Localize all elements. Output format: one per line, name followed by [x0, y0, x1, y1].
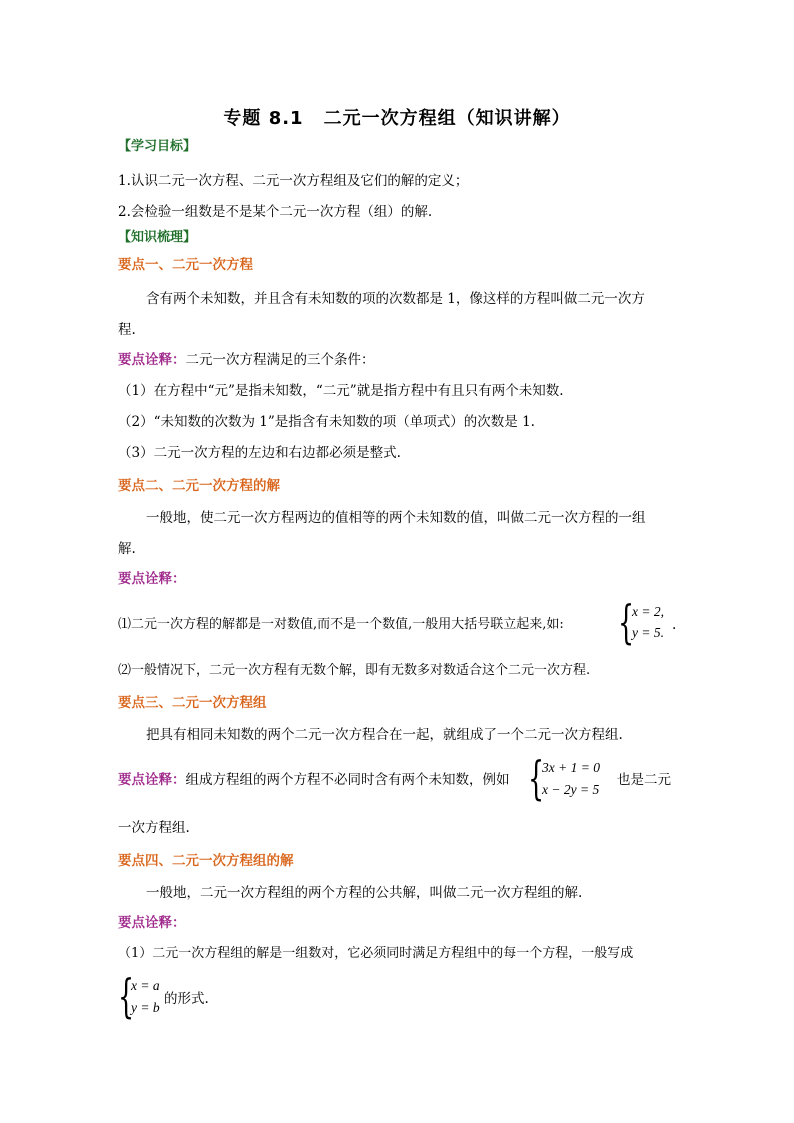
title-prefix: 专题 8.1: [223, 108, 304, 129]
point2-note2: ⑵一般情况下，二元一次方程有无数个解，即有无数多对数适合这个二元一次方程.: [118, 663, 591, 678]
point2-eq2: y = 5.: [632, 625, 664, 640]
point3-note-text: 组成方程组的两个方程不必同时含有两个未知数，例如: [185, 772, 510, 788]
point1-condition-3: （3）二元一次方程的左边和右边都必须是整式.: [118, 445, 401, 461]
point1-note: [118, 350, 375, 370]
point4-definition: 一般地，二元一次方程组的两个方程的公共解，叫做二元一次方程组的解.: [146, 885, 583, 901]
point4-eq1: x = a: [131, 978, 160, 993]
point1-definition-line1: 含有两个未知数，并且含有未知数的项的次数都是 1，像这样的方程叫做二元一次方: [146, 291, 645, 307]
point4-heading: 要点四、二元一次方程组的解: [118, 853, 294, 869]
point4-note1-text: （1）二元一次方程组的解是一组数对，它必须同时满足方程组中的每一个方程，一般写成: [118, 946, 634, 961]
point1-heading: 要点一、二元一次方程: [118, 257, 253, 273]
knowledge-heading: 【知识梳理】: [118, 230, 197, 245]
point1-note-text: 二元一次方程满足的三个条件：: [185, 352, 375, 368]
point3-note-line2: 一次方程组.: [118, 820, 190, 836]
point2-note1-end: .: [672, 617, 677, 633]
left-brace-icon: {: [528, 751, 545, 805]
title-main: 二元一次方程组（知识讲解）: [323, 108, 571, 129]
point1-note-label: 要点诠释：: [118, 352, 186, 368]
point1-condition-2: （2）“未知数的次数为 1”是指含有未知数的项（单项式）的次数是 1.: [118, 414, 535, 430]
point1-definition-line2: 程.: [118, 322, 136, 338]
point3-definition: 把具有相同未知数的两个二元一次方程合在一起，就组成了一个二元一次方程组.: [146, 727, 623, 743]
left-brace-icon: {: [118, 969, 135, 1023]
point4-note1-end: 的形式.: [164, 991, 209, 1007]
point2-note1-text: ⑴二元一次方程的解都是一对数值,而不是一个数值,一般用大括号联立起来,如:: [118, 617, 564, 632]
point3-eq2: x − 2y = 5: [542, 782, 600, 797]
point2-note-label: 要点诠释：: [118, 571, 186, 587]
point3-eq1: 3x + 1 = 0: [542, 760, 600, 775]
learning-goals-heading: 【学习目标】: [118, 139, 197, 154]
point3-note-label: 要点诠释：: [118, 772, 186, 788]
left-brace-icon: {: [618, 595, 635, 649]
point2-definition-line1: 一般地，使二元一次方程两边的值相等的两个未知数的值，叫做二元一次方程的一组: [146, 510, 646, 526]
learning-goal-2: 2.会检验一组数是不是某个二元一次方程（组）的解.: [118, 204, 433, 220]
point3-heading: 要点三、二元一次方程组: [118, 695, 267, 711]
page-title: [0, 104, 794, 130]
point4-eq2: y = b: [131, 1000, 160, 1015]
point2-heading: 要点二、二元一次方程的解: [118, 478, 280, 494]
point2-definition-line2: 解.: [118, 541, 136, 557]
point4-note-label: 要点诠释：: [118, 915, 186, 931]
learning-goal-1: 1.认识二元一次方程、二元一次方程组及它们的解的定义；: [118, 173, 469, 189]
point2-eq1: x = 2,: [632, 604, 664, 619]
point3-note: [118, 770, 510, 790]
point1-condition-1: （1）在方程中“元”是指未知数，“二元”就是指方程中有且只有两个未知数.: [118, 383, 564, 399]
point3-note-after: 也是二元: [617, 772, 671, 788]
